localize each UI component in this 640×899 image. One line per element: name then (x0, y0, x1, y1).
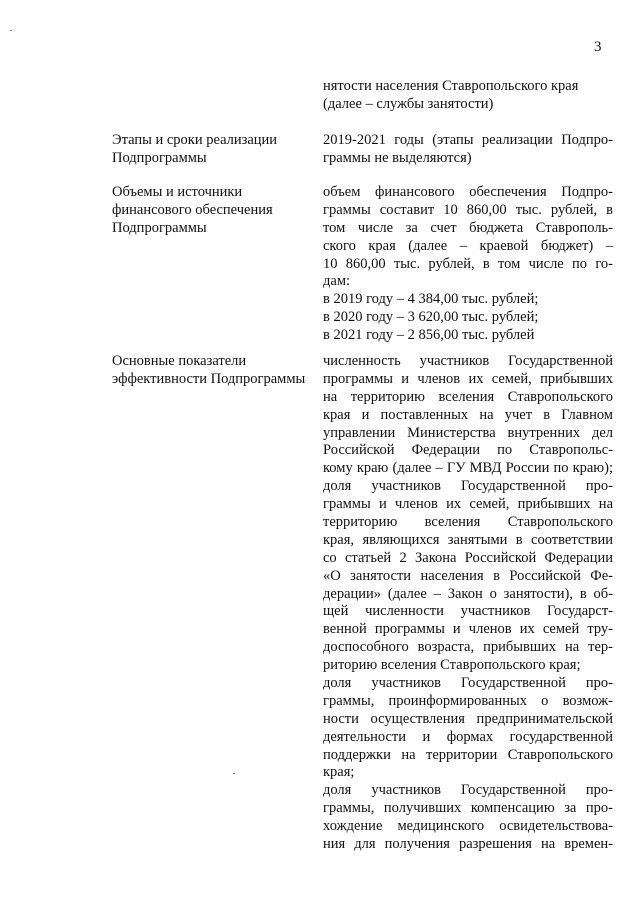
value-line: ского края (далее – краевой бюджет) – (323, 237, 613, 254)
scan-speck (10, 30, 12, 31)
value-line: кому краю (далее – ГУ МВД России по краю); (323, 460, 613, 477)
value-line: края и поставленных на учет в Главном (323, 406, 613, 423)
value-line: управлении Министерства внутренних дел (323, 424, 613, 441)
value-line: поддержки на территории Ставропольского (323, 746, 613, 763)
value-line: в 2020 году – 3 620,00 тыс. рублей; (323, 309, 539, 326)
value-line: ния для получения разрешения на времен- (323, 836, 613, 853)
value-line: (далее – службы занятости) (323, 95, 494, 112)
row-label (112, 353, 312, 389)
value-line: на территорию вселения Ставропольского (323, 388, 613, 405)
value-line: в 2019 году – 4 384,00 тыс. рублей; (323, 291, 539, 308)
value-line: объем финансового обеспечения Подпро- (323, 184, 613, 200)
value-line: граммы, получивших компенсацию за про- (323, 800, 613, 817)
value-line: Российской Федерации по Ставропольс- (323, 442, 613, 459)
row-label (112, 184, 312, 238)
value-line: территорию вселения Ставропольского (323, 514, 613, 531)
row-value (323, 353, 613, 854)
value-line: края; (323, 764, 355, 781)
value-line: деятельности и формах государственной (323, 728, 613, 745)
label-line: Подпрограммы (112, 149, 207, 166)
value-line: доля участников Государственной про- (323, 675, 613, 692)
label-line: Основные показатели (112, 353, 247, 369)
value-line: численность участников Государственной (323, 353, 613, 369)
row-value (323, 132, 613, 168)
value-line: 10 860,00 тыс. рублей, в том числе по го- (323, 255, 613, 272)
label-line: Объемы и источники (112, 184, 243, 200)
value-line: программы и членов их семей, прибывших (323, 370, 613, 387)
label-line: финансового обеспечения (112, 201, 273, 218)
value-line: ности осуществления предпринимательской (323, 710, 613, 727)
value-line: «О занятости населения в Российской Фе- (323, 567, 613, 584)
value-line: доля участников Государственной про- (323, 478, 613, 495)
value-line: граммы и членов их семей, прибывших на (323, 496, 613, 513)
label-line: эффективности Подпрограммы (112, 370, 306, 387)
value-line: со статьей 2 Закона Российской Федерации (323, 549, 613, 566)
scan-speck (233, 773, 235, 774)
value-line: граммы составит 10 860,00 тыс. рублей, в (323, 201, 613, 218)
label-line: Этапы и сроки реализации (112, 132, 278, 148)
value-line: граммы не выделяются) (323, 149, 472, 166)
value-line: дерации» (далее – Закон о занятости), в об- (323, 585, 613, 602)
value-line: венной программы и членов их семей тру- (323, 621, 613, 638)
row-value (323, 78, 613, 114)
value-line: в 2021 году – 2 856,00 тыс. рублей (323, 327, 535, 344)
value-line: нятости населения Ставропольского края (323, 78, 579, 94)
value-line: щей численности участников Государст- (323, 603, 613, 620)
value-line: риторию вселения Ставропольского края; (323, 657, 581, 674)
value-line: доспособного возраста, прибывших на тер- (323, 639, 613, 656)
value-line: 2019-2021 годы (этапы реализации Подпро- (323, 132, 613, 148)
value-line: доля участников Государственной про- (323, 782, 613, 799)
value-line: том числе за счет бюджета Ставрополь- (323, 219, 613, 236)
value-line: дам: (323, 273, 351, 290)
page-number: 3 (594, 39, 602, 55)
row-label (112, 132, 312, 168)
value-line: края, являющихся занятыми в соответствии (323, 531, 613, 548)
value-line: хождение медицинского освидетельствова- (323, 818, 613, 835)
value-line: граммы, проинформированных о возмож- (323, 692, 613, 709)
row-value (323, 184, 613, 345)
label-line: Подпрограммы (112, 219, 207, 236)
